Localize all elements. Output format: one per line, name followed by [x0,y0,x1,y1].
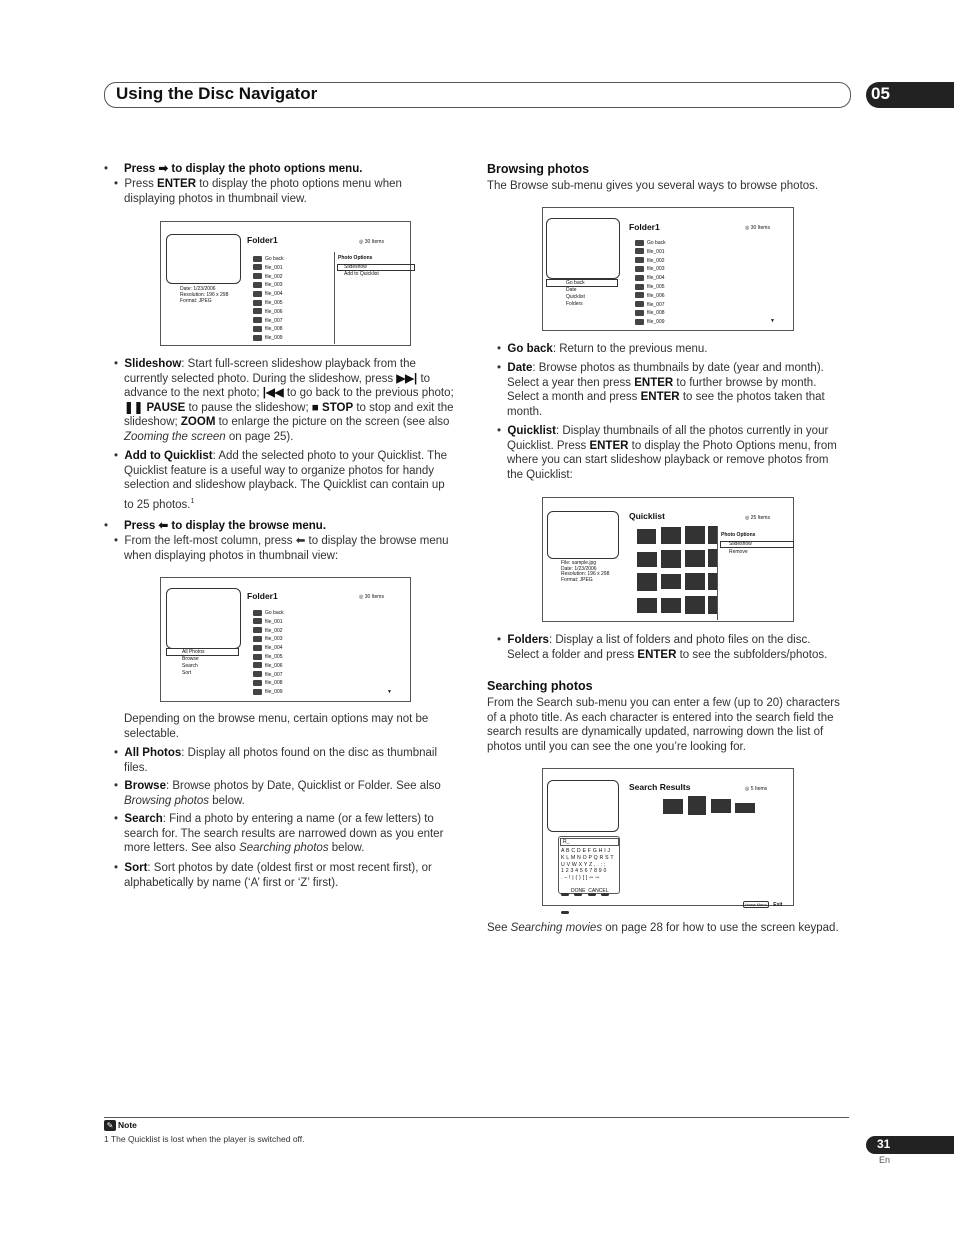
screen-title: Search Results [629,782,691,792]
browsing-intro: The Browse sub-menu gives you several ways to browse photos. [487,180,819,192]
photo-file-icon [253,264,262,270]
thumbnail-grid [637,526,719,618]
photo-file-icon [253,662,262,668]
photo-file-icon [253,627,262,633]
press-right-sub: • Press ENTER to display the photo options menu when displaying photos in thumbnail view. [114,178,402,205]
photo-thumbnail[interactable] [663,799,683,814]
photo-file-icon [635,266,644,272]
photo-file-icon [253,671,262,677]
list-item[interactable]: file_002 [635,257,666,266]
list-item[interactable]: file_006 [635,292,666,301]
key-grid [561,848,614,882]
list-item[interactable]: file_005 [253,299,284,308]
info-format: Format: JPEG [561,576,593,583]
photo-file-icon [253,335,262,341]
disc-icon: ◎ [745,515,750,521]
keypad-button[interactable] [561,911,569,914]
browse-bullet: • Browse: Browse photos by Date, Quicklist or Folder. See also Browsing photos below. [114,780,441,807]
photo-thumbnail[interactable] [685,596,705,614]
scroll-down-icon[interactable]: ▼ [387,689,392,695]
keypad-button[interactable] [561,893,569,896]
photo-file-icon [253,300,262,306]
photo-file-icon [253,308,262,314]
menu-item-quicklist[interactable]: Quicklist [566,294,585,300]
page-number: 31 [877,1137,891,1151]
list-item[interactable]: file_001 [253,618,284,627]
folders-bullet: • Folders: Display a list of folders and photo files on the disc. Select a folder and press ENTER to see the subfolders/photos. [497,634,828,661]
list-item[interactable]: file_005 [635,283,666,292]
photo-file-icon [253,291,262,297]
info-file: File: sample.jpg [561,560,597,566]
key-row[interactable]: U V W X Y Z , . : ; [561,861,606,868]
photo-file-icon [253,326,262,332]
photo-thumbnail[interactable] [661,527,681,544]
file-list [635,239,666,327]
list-item[interactable]: file_004 [635,274,666,283]
next-icon: ▶▶| [396,372,418,385]
browse-menu [166,648,239,677]
quicklist-screen [542,497,794,622]
info-resolution: Resolution: 196 x 298 [180,292,229,298]
home-menu-button[interactable]: Home Menu [745,902,767,907]
photo-preview [547,511,619,559]
photo-thumbnail[interactable] [661,574,681,589]
search-input[interactable]: R_ [560,838,619,846]
list-item[interactable]: file_004 [253,644,284,653]
options-panel [717,526,793,620]
disc-icon: ◎ [359,239,364,245]
pause-icon: ❚❚ [124,401,144,414]
list-item[interactable]: file_009 [253,688,284,697]
menu-item-sort[interactable]: Sort [182,670,192,676]
item-count: 30 Items [750,225,770,231]
browse-menu-screen [160,577,411,702]
list-item[interactable]: file_007 [253,317,284,326]
searching-heading: Searching photos [487,679,593,693]
key-row[interactable]: A B C D E F G H I J [561,848,611,854]
done-button[interactable]: DONE [571,888,586,894]
options-title: Photo Options [338,255,373,261]
info-date: Date: 1/23/2006 [561,565,597,572]
list-item[interactable]: file_003 [635,265,666,274]
disc-icon: ◎ [359,594,364,600]
press-right-bullet: • Press ➡ to display the photo options menu. [104,163,363,175]
key-row[interactable]: . – ! | ( ) [ ] ⇦ ⇨ [561,875,600,882]
list-item[interactable]: file_003 [253,635,284,644]
list-item[interactable]: file_004 [253,290,284,299]
menu-item-folders[interactable]: Folders [566,301,583,307]
photo-thumbnail[interactable] [637,552,657,567]
screen-keypad [558,836,620,894]
language-label: En [879,1155,891,1165]
list-item[interactable]: file_006 [253,308,284,317]
photo-thumbnail[interactable] [685,573,705,590]
list-item[interactable]: file_006 [253,662,284,671]
list-item[interactable]: file_008 [253,325,284,334]
photo-file-icon [253,689,262,695]
search-screen [542,768,794,906]
photo-file-icon [253,618,262,624]
info-format: Format: JPEG [180,298,212,304]
photo-thumbnail[interactable] [735,803,755,813]
list-item[interactable]: file_009 [253,334,284,343]
photo-thumbnail[interactable] [688,796,706,815]
browse-submenu [546,279,618,308]
screen-title: Quicklist [629,511,665,521]
key-row[interactable]: K L M N O P Q R S T [561,854,614,861]
file-list [253,609,284,697]
list-item[interactable]: Go back [635,239,666,248]
prev-icon: |◀◀ [262,387,284,400]
folder-icon [253,610,262,616]
photo-file-icon [635,319,644,325]
photo-file-icon [253,273,262,279]
allphotos-bullet: • All Photos: Display all photos found on the disc as thumbnail files. [114,747,438,774]
slideshow-bullet: • Slideshow: Start full-screen slideshow playback from the currently selected photo. During the slideshow, press ▶▶| to advance to the next photo; |◀◀ to go back to the previous photo; ❚❚ PAUSE to pause the slideshow; ■ STOP to stop and exit the slideshow; ZOOM to enlarge the picture on the screen (see also Zooming the screen on page 25). [114,358,454,443]
list-item[interactable]: Go back [253,609,284,618]
photo-file-icon [635,292,644,298]
photo-file-icon [253,680,262,686]
photo-thumbnail[interactable] [661,598,681,613]
list-item[interactable]: file_003 [253,281,284,290]
item-count: 25 Items [750,515,770,521]
menu-item-search[interactable]: Search [182,663,198,669]
list-item[interactable]: file_001 [253,264,284,273]
item-count: 30 Items [364,594,384,600]
list-item[interactable]: Go back [253,255,284,264]
item-count: 5 Items [750,786,768,792]
press-label: Press [124,163,156,175]
depending-note: Depending on the browse menu, certain options may not be selectable. [124,713,429,740]
add-quicklist-option[interactable]: Add to Quicklist [344,271,379,277]
disc-icon: ◎ [745,786,750,792]
list-item[interactable]: file_008 [635,309,666,318]
file-list [253,255,284,343]
photo-thumbnail[interactable] [637,529,656,544]
chapter-number: 05 [871,84,890,103]
cancel-button[interactable]: CANCEL [588,888,609,894]
sort-bullet: • Sort: Sort photos by date (oldest first or most recent first), or alphabetically by name (‘A’ first or ‘Z’ first). [114,862,432,889]
photo-preview [547,780,619,832]
info-resolution: Resolution: 196 x 298 [561,571,610,577]
photo-preview [166,234,241,284]
info-date: Date: 1/23/2006 [180,286,216,292]
date-bullet: • Date: Browse photos as thumbnails by date (year and month). Select a year then press ENTER to further browse by month. Select a month and press ENTER to see the photos taken that month. [497,362,825,418]
screen-title: Folder1 [247,591,278,601]
photo-file-icon [253,645,262,651]
photo-file-icon [253,282,262,288]
page-title: Using the Disc Navigator [116,84,318,103]
list-item[interactable]: file_007 [635,301,666,310]
options-panel [334,252,410,344]
photo-thumbnail[interactable] [637,598,657,613]
photo-thumbnail[interactable] [637,573,657,591]
folder-icon [253,256,262,262]
photo-file-icon [253,317,262,323]
list-item[interactable]: file_002 [253,627,284,636]
list-item[interactable]: file_009 [635,318,666,327]
menu-item-all-photos[interactable]: All Photos [166,648,239,656]
browsing-heading: Browsing photos [487,162,590,176]
photo-preview [546,218,620,279]
photo-thumbnail[interactable] [685,526,705,544]
arrow-right-icon: ➡ [158,163,169,175]
photo-file-icon [635,275,644,281]
press-right-text: to display the photo options menu. [171,163,363,175]
note-icon: ✎ [104,1120,116,1131]
press-left-sub: • From the left-most column, press ⬅ to display the browse menu when displaying photos in thumbnail view: [114,535,449,562]
photo-thumbnail[interactable] [685,550,705,567]
arrow-left-icon: ⬅ [158,520,169,532]
list-item[interactable]: file_008 [253,679,284,688]
photo-file-icon [635,284,644,290]
browse-submenu-screen [542,207,794,331]
item-count: 30 Items [364,239,384,245]
scroll-down-icon[interactable]: ▼ [770,318,775,324]
photo-options-screen [160,221,411,346]
options-title: Photo Options [721,532,756,538]
exit-control[interactable] [743,893,782,911]
keypad-buttons [561,883,617,887]
note-text: 1 The Quicklist is lost when the player is switched off. [104,1134,305,1144]
photo-file-icon [635,301,644,307]
see-also-text: See Searching movies on page 28 for how to use the screen keypad. [487,922,839,934]
quicklist-submenu-bullet: • Quicklist: Display thumbnails of all the photos currently in your Quicklist. Press ENTER to display the Photo Options menu, from where you can start slideshow playback or remove photos from the Quicklist: [497,425,837,481]
photo-preview [166,588,241,649]
list-item[interactable]: file_007 [253,671,284,680]
search-bullet: • Search: Find a photo by entering a name (or a few letters) to search for. The search results are narrowed down as you enter more letters. See also Searching photos below. [114,813,444,855]
photo-file-icon [635,310,644,316]
list-item[interactable]: file_005 [253,653,284,662]
disc-icon: ◎ [745,225,750,231]
key-row[interactable]: 1 2 3 4 5 6 7 8 9 0 [561,868,607,875]
list-item[interactable]: file_002 [253,273,284,282]
footer-rule [104,1117,849,1118]
folder-icon [635,240,644,246]
menu-item-date[interactable]: Date [566,287,577,293]
quicklist-bullet: • Add to Quicklist: Add the selected photo to your Quicklist. The Quicklist feature is a useful way to organize photos for handy selection and slideshow playback. The Quicklist can contain up to 25 photos.$^1$ [114,450,447,511]
searching-text: From the Search sub-menu you can enter a few (up to 20) characters of a photo title. As each character is entered into the search field the search results are dynamically updated, narrowing down the list of photos until you can see the one you’re looking for. [487,697,840,753]
press-left-text: to display the browse menu. [171,520,327,532]
photo-file-icon [635,248,644,254]
menu-item-browse[interactable]: Browse [182,656,199,662]
screen-title: Folder1 [247,235,278,245]
press-label: Press [124,520,156,532]
press-left-bullet: • Press ⬅ to display the browse menu. [104,520,327,532]
screen-title: Folder1 [629,222,660,232]
stop-icon: ■ [311,401,319,414]
photo-thumbnail[interactable] [711,799,731,813]
photo-thumbnail[interactable] [661,550,681,568]
list-item[interactable]: file_001 [635,248,666,257]
arrow-left-icon: ⬅ [295,535,306,547]
photo-file-icon [635,257,644,263]
photo-file-icon [253,654,262,660]
slideshow-option[interactable]: Slideshow [337,264,415,271]
goback-bullet: • Go back: Return to the previous menu. [497,343,708,355]
photo-file-icon [253,636,262,642]
exit-label: Exit [773,902,783,908]
note-label: Note [118,1120,137,1130]
remove-option[interactable]: Remove [729,549,748,555]
slideshow-option[interactable]: Slideshow [720,541,794,548]
menu-item-go-back[interactable]: Go back [546,279,618,287]
